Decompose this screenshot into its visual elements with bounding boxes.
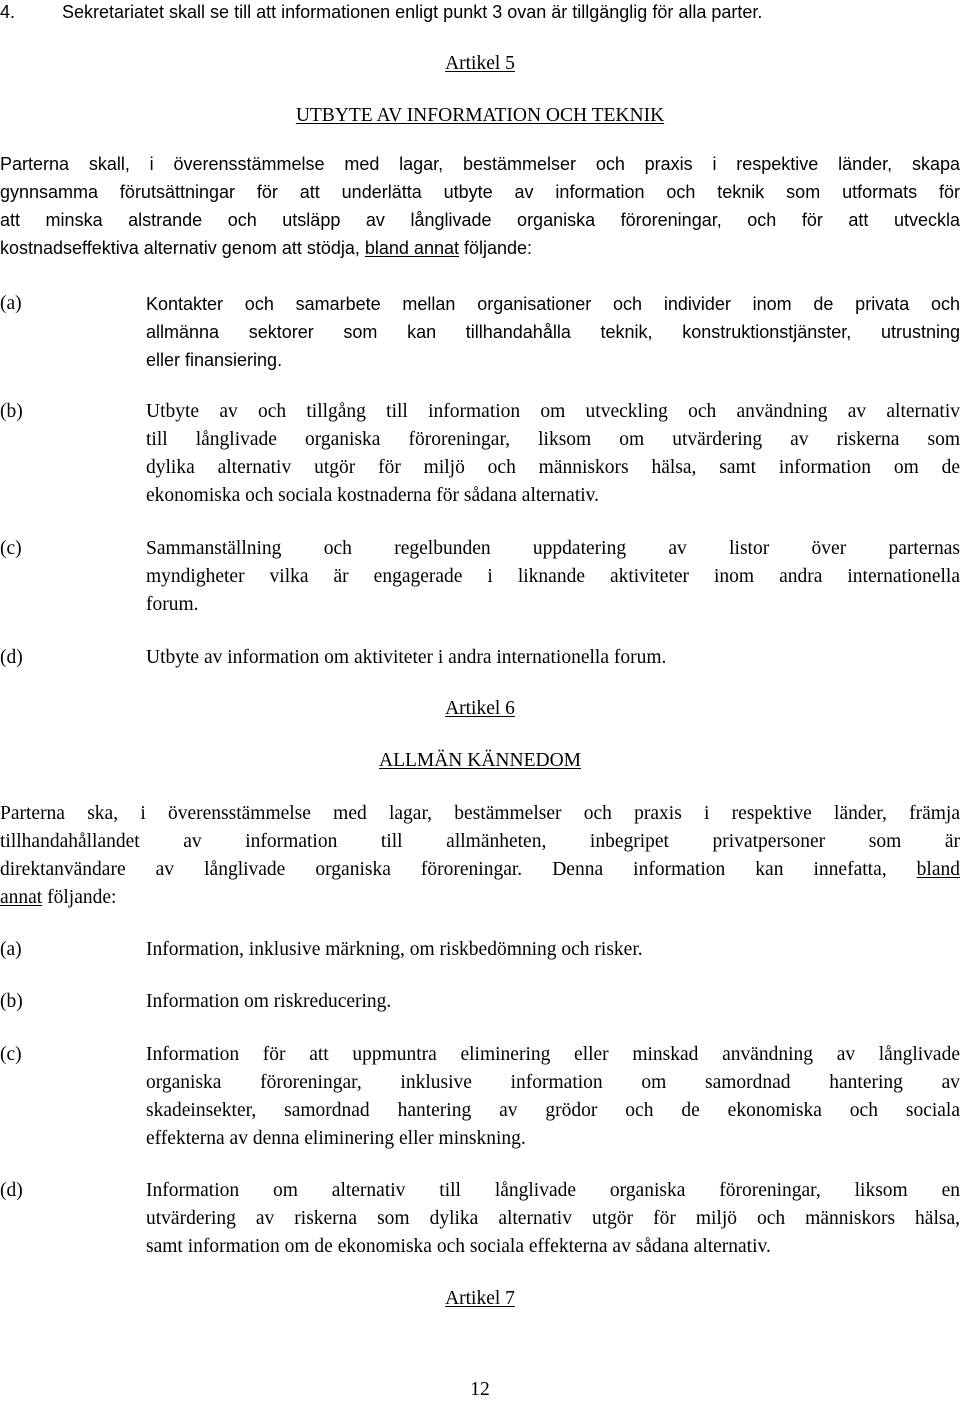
item-line: forum. (146, 594, 199, 615)
item-line: samt information om de ekonomiska och sociala effekterna av sådana alternativ. (146, 1236, 771, 1257)
emphasis-bland-annat: bland annat (364, 238, 459, 258)
article-6-intro-line: annat följande: (0, 887, 117, 908)
item-line: Information, inklusive märkning, om riskbedömning och risker. (146, 939, 643, 960)
article-6-intro-line: tillhandahållandet av information till allmänheten, inbegripet privatpersoner som är (0, 831, 960, 852)
item-label: (c) (0, 1044, 22, 1065)
article-6-intro-line: Parterna ska, i överensstämmelse med lagar, bestämmelser och praxis i respektive länder, främja (0, 803, 960, 824)
item-line: Kontakter och samarbete mellan organisationer och individer inom de privata och (146, 294, 960, 314)
item-line: myndigheter vilka är engagerade i liknande aktiviteter inom andra internationella (146, 566, 960, 587)
item-line: Utbyte av information om aktiviteter i andra internationella forum. (146, 647, 667, 668)
item-line: Utbyte av och tillgång till information om utveckling och användning av alternativ (146, 401, 960, 422)
article-5-intro-line: kostnadseffektiva alternativ genom att stödja, bland annat följande: (0, 238, 533, 258)
item-line: effekterna av denna eliminering eller minskning. (146, 1128, 526, 1149)
page-number: 12 (470, 1379, 490, 1400)
article-5-intro-line: Parterna skall, i överensstämmelse med lagar, bestämmelser och praxis i respektive länder, skapa (0, 154, 960, 174)
article-5-heading: Artikel 5 (445, 53, 515, 74)
article-7-heading: Artikel 7 (445, 1288, 515, 1309)
item-line: eller finansiering. (146, 350, 283, 370)
item-line: allmänna sektorer som kan tillhandahålla teknik, konstruktionstjänster, utrustning (146, 322, 960, 342)
article-6-title: ALLMÄN KÄNNEDOM (378, 750, 582, 771)
item-line: skadeinsekter, samordnad hantering av grödor och de ekonomiska och sociala (146, 1100, 960, 1121)
item-label: (a) (0, 939, 22, 960)
item-label: (d) (0, 1180, 23, 1201)
item-4-number: 4. (0, 2, 16, 22)
article-6-intro-line: direktanvändare av långlivade organiska föroreningar. Denna information kan innefatta, bland (0, 859, 960, 880)
item-label: (b) (0, 401, 23, 422)
emphasis-annat: annat (0, 887, 43, 908)
item-line: ekonomiska och sociala kostnaderna för sådana alternativ. (146, 485, 600, 506)
item-label: (b) (0, 991, 23, 1012)
item-line: Sammanställning och regelbunden uppdatering av listor över parternas (146, 538, 960, 559)
item-line: Information för att uppmuntra eliminering eller minskad användning av långlivade (146, 1044, 960, 1065)
article-5-intro-line: gynnsamma förutsättningar för att underlätta utbyte av information och teknik som utformats för (0, 182, 960, 202)
item-line: utvärdering av riskerna som dylika alternativ utgör för miljö och människors hälsa, (146, 1208, 960, 1229)
item-label: (c) (0, 538, 22, 559)
article-5-title: UTBYTE AV INFORMATION OCH TEKNIK (295, 105, 665, 126)
article-6-heading: Artikel 6 (445, 698, 515, 719)
item-line: Information om riskreducering. (146, 991, 392, 1012)
item-line: dylika alternativ utgör för miljö och människors hälsa, samt information om de (146, 457, 960, 478)
emphasis-bland: bland (916, 859, 960, 880)
item-line: till långlivade organiska föroreningar, liksom om utvärdering av riskerna som (146, 429, 960, 450)
article-5-intro-line: att minska alstrande och utsläpp av långlivade organiska föroreningar, och för att utveckla (0, 210, 960, 230)
item-line: Information om alternativ till långlivade organiska föroreningar, liksom en (146, 1180, 960, 1201)
item-label: (a) (0, 293, 22, 314)
item-label: (d) (0, 647, 23, 668)
item-4-text: Sekretariatet skall se till att informationen enligt punkt 3 ovan är tillgänglig för alla parter. (62, 2, 763, 22)
item-line: organiska föroreningar, inklusive information om samordnad hantering av (146, 1072, 960, 1093)
